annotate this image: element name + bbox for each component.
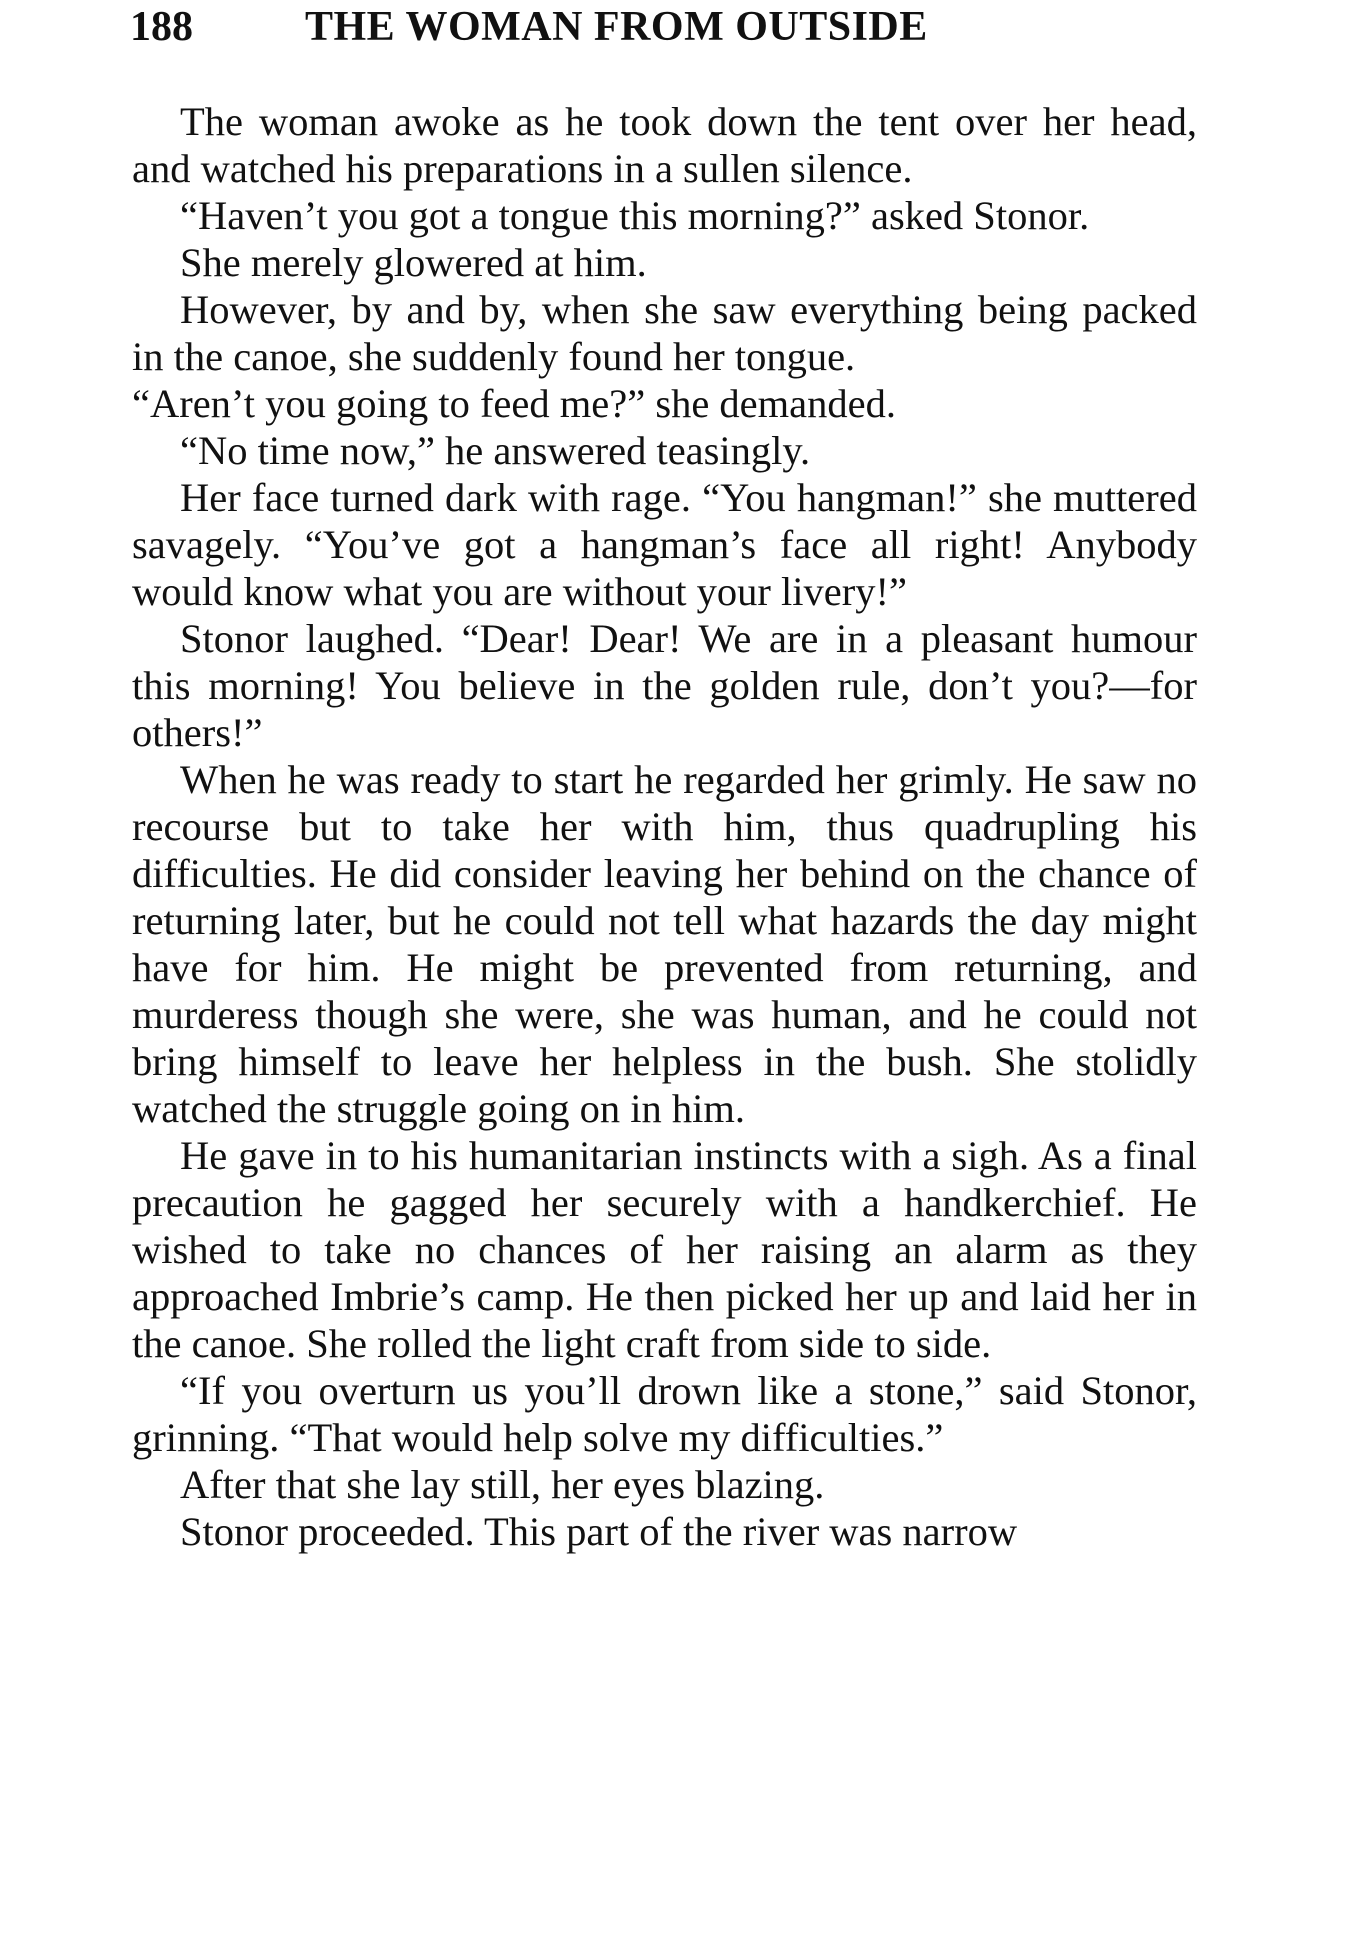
page-header (130, 2, 1210, 52)
paragraph: The woman awoke as he took down the tent over her head, and watched his preparations in a sullen silence. (132, 99, 1197, 191)
paragraph: After that she lay still, her eyes blazing. (180, 1462, 825, 1507)
paragraph: “Aren’t you going to feed me?” she demanded. (132, 381, 896, 426)
paragraph: “If you overturn us you’ll drown like a stone,” said Stonor, grinning. “That would help solve my difficulties.” (132, 1368, 1197, 1460)
paragraph: However, by and by, when she saw everything being packed in the canoe, she suddenly found her tongue. (132, 287, 1197, 379)
running-title: THE WOMAN FROM OUTSIDE (305, 4, 928, 50)
paragraph: When he was ready to start he regarded her grimly. He saw no recourse but to take her with him, thus quadrupling his difficulties. He did consider leaving her behind on the chance of returning later, but he could not tell what hazards the day might have for him. He might be prevented from returning, and murderess though she were, she was human, and he could not bring himself to leave her helpless in the bush. She stolidly watched the struggle going on in him. (132, 757, 1197, 1131)
paragraph: “No time now,” he answered teasingly. (180, 428, 811, 473)
paragraph: “Haven’t you got a tongue this morning?” asked Stonor. (180, 193, 1090, 238)
page-number: 188 (130, 4, 193, 50)
paragraph: Stonor laughed. “Dear! Dear! We are in a pleasant humour this morning! You believe in the golden rule, don’t you?—for others!” (132, 616, 1197, 755)
body-text (132, 98, 1197, 1555)
paragraph: He gave in to his humanitarian instincts with a sigh. As a final precaution he gagged her securely with a handkerchief. He wished to take no chances of her raising an alarm as they approached Imbrie’s camp. He then picked her up and laid her in the canoe. She rolled the light craft from side to side. (132, 1133, 1197, 1366)
paragraph: Her face turned dark with rage. “You hangman!” she muttered savagely. “You’ve got a hangman’s face all right! Anybody would know what you are without your livery!” (132, 475, 1197, 614)
paragraph: Stonor proceeded. This part of the river was narrow (180, 1509, 1018, 1554)
paragraph: She merely glowered at him. (180, 240, 647, 285)
